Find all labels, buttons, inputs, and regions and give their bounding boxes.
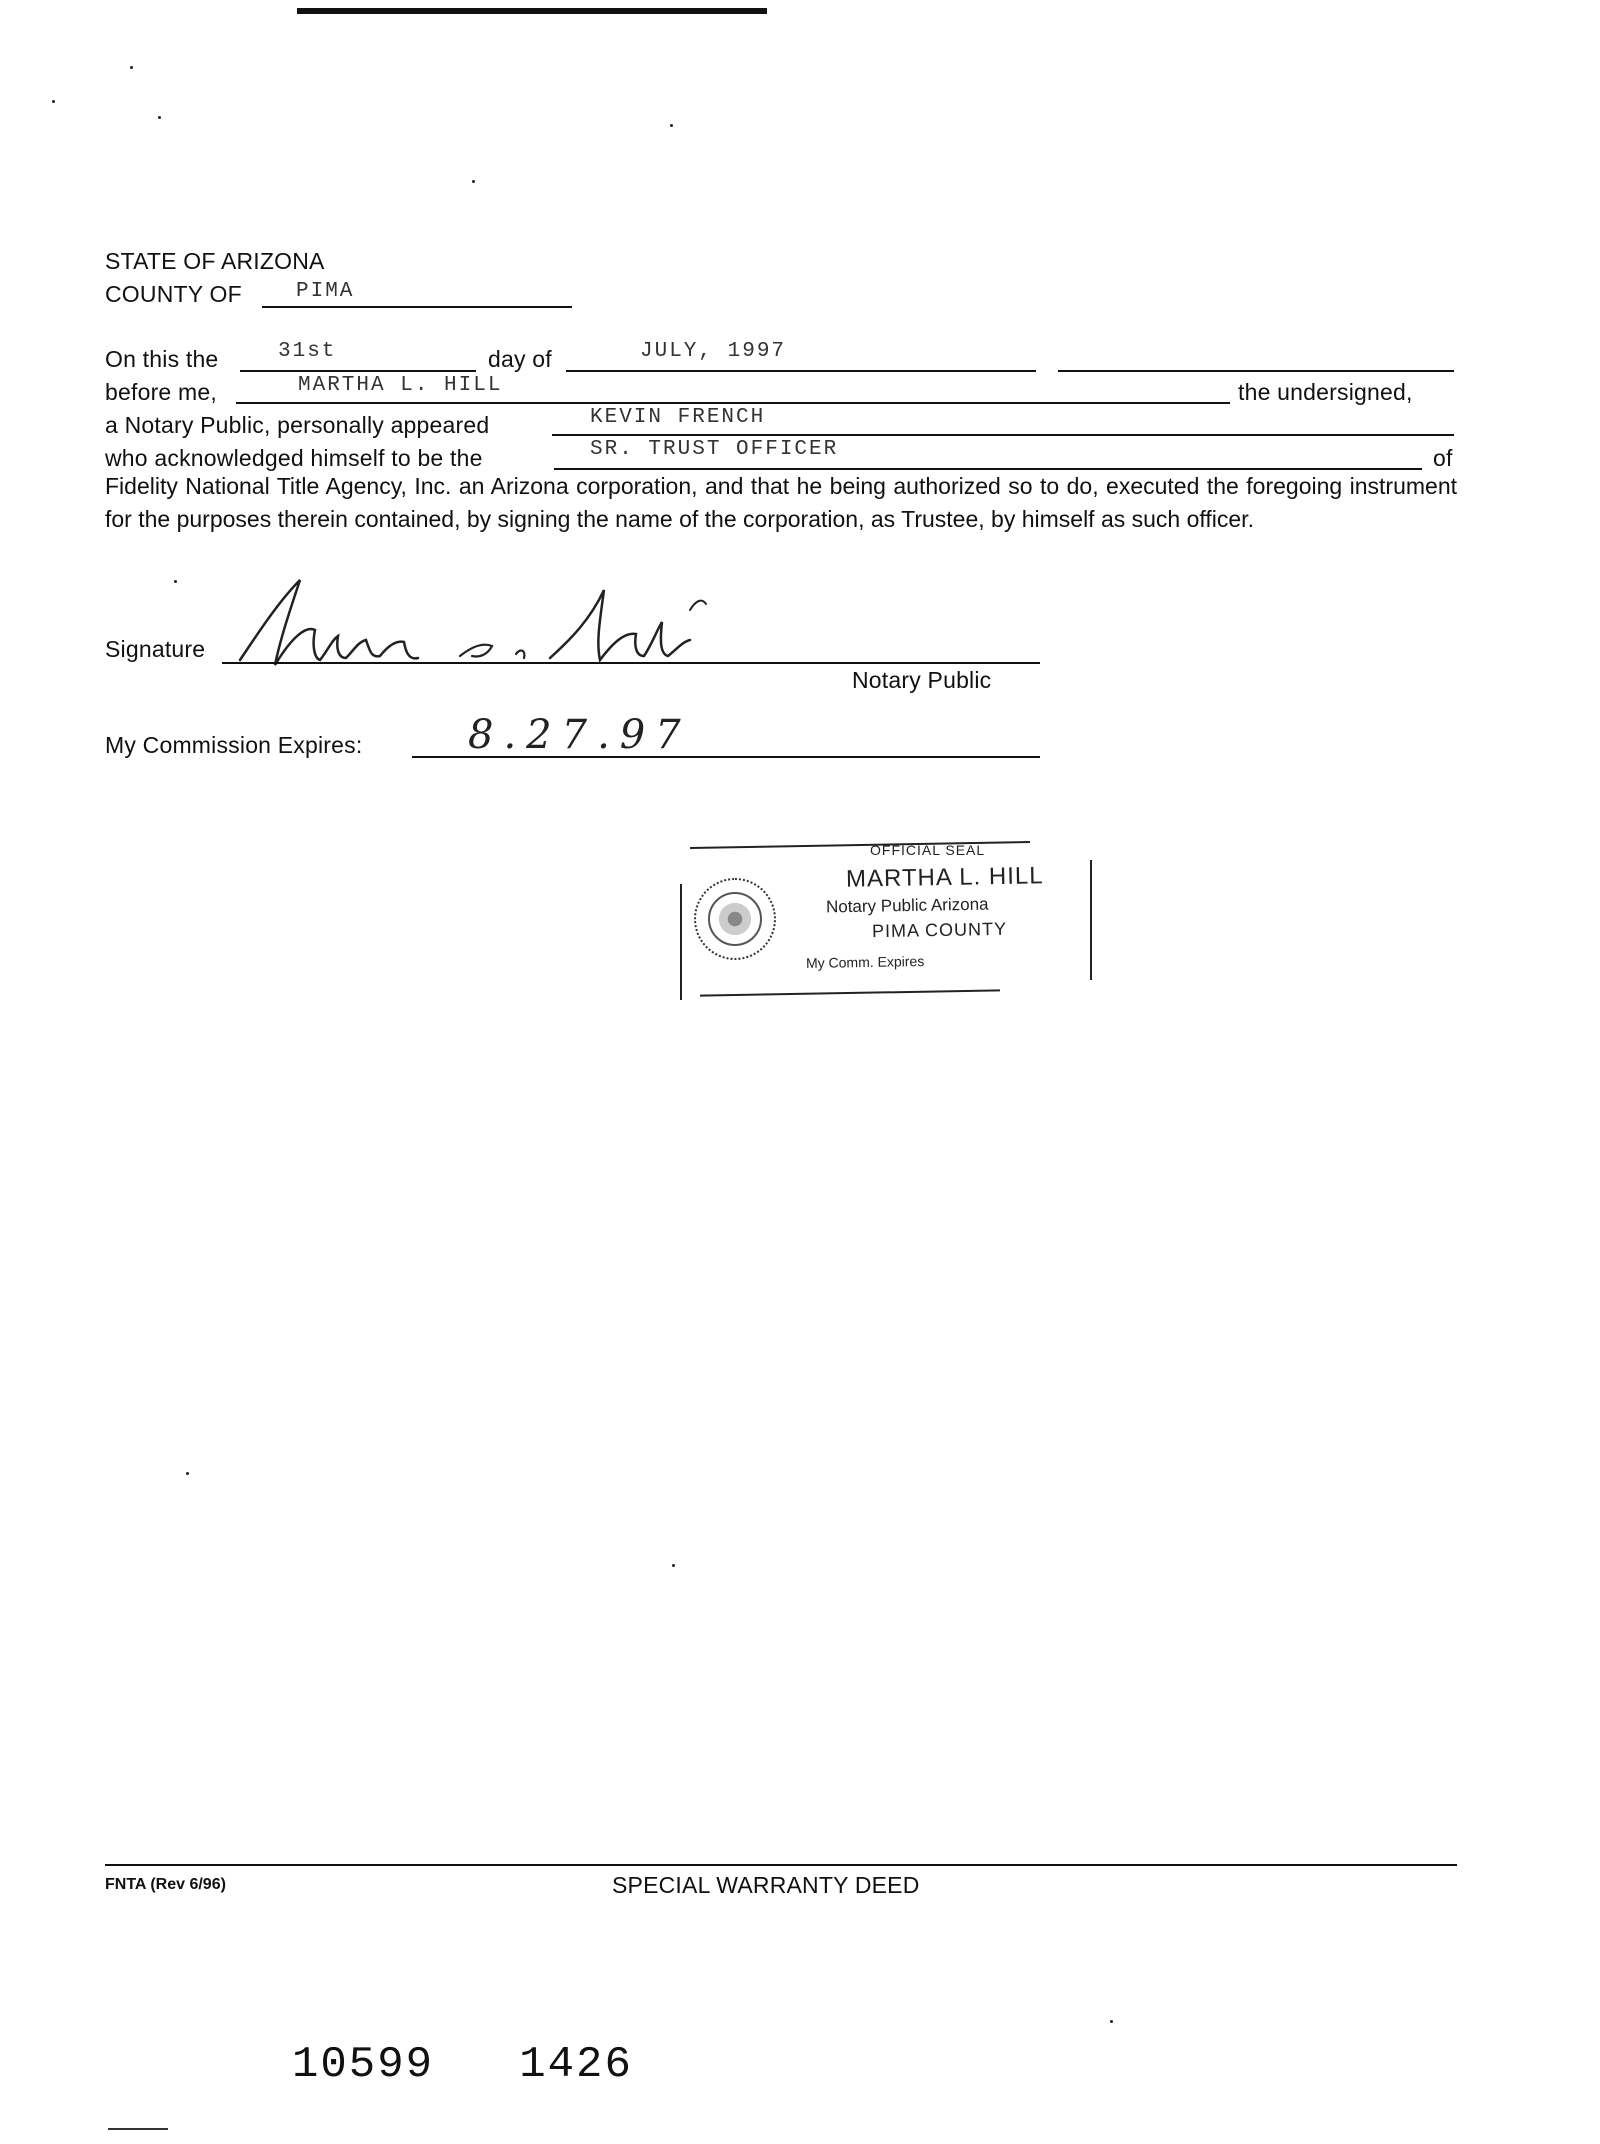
on-this-the-label: On this the bbox=[105, 346, 219, 372]
form-code: FNTA (Rev 6/96) bbox=[105, 1876, 226, 1893]
official-seal-stamp bbox=[676, 836, 1096, 1006]
stamp-right-rule bbox=[1090, 860, 1092, 980]
scan-speck bbox=[130, 66, 133, 69]
county-label: COUNTY OF bbox=[105, 281, 242, 307]
stamp-bottom-rule bbox=[700, 989, 1000, 996]
notary-name-value: MARTHA L. HILL bbox=[298, 374, 503, 397]
notary-name-line bbox=[236, 402, 1230, 404]
scan-speck bbox=[158, 116, 161, 119]
appeared-name-line bbox=[552, 434, 1454, 436]
month-year-value: JULY, 1997 bbox=[640, 340, 787, 363]
the-undersigned-label: the undersigned, bbox=[1238, 379, 1413, 405]
personally-appeared-label: a Notary Public, personally appeared bbox=[105, 412, 490, 438]
scan-speck bbox=[672, 1564, 675, 1567]
footer-rule bbox=[105, 1864, 1457, 1866]
document-title: SPECIAL WARRANTY DEED bbox=[612, 1872, 920, 1898]
month-year-line bbox=[566, 370, 1036, 372]
acknowledgment-body: Fidelity National Title Agency, Inc. an Arizona corporation, and that he being authorized so to do, executed the foregoing instrument for the purposes therein contained, by signing the name of the corporation, as Trustee, by himself as such officer. bbox=[105, 473, 1457, 532]
top-scan-bar bbox=[297, 8, 767, 14]
county-line bbox=[262, 306, 572, 308]
appeared-name-value: KEVIN FRENCH bbox=[590, 406, 766, 429]
seal-name: MARTHA L. HILL bbox=[845, 862, 1044, 893]
signer-role: Notary Public bbox=[852, 667, 992, 693]
seal-line-1: Notary Public Arizona bbox=[825, 894, 989, 917]
title-value: SR. TRUST OFFICER bbox=[590, 438, 839, 461]
scan-speck bbox=[472, 180, 475, 183]
scan-speck bbox=[186, 1472, 189, 1475]
seal-heading: OFFICIAL SEAL bbox=[870, 842, 986, 858]
of-label: of bbox=[1433, 445, 1453, 471]
day-value: 31st bbox=[278, 340, 337, 363]
state-seal-emblem bbox=[694, 878, 776, 960]
county-value: PIMA bbox=[296, 280, 355, 303]
day-of-label: day of bbox=[488, 346, 552, 372]
seal-line-3: My Comm. Expires bbox=[805, 952, 925, 972]
commission-value: 8.27.97 bbox=[468, 712, 691, 758]
acknowledged-himself-label: who acknowledged himself to be the bbox=[105, 445, 483, 471]
scan-speck bbox=[174, 580, 177, 583]
scan-speck bbox=[670, 124, 673, 127]
seal-inner-ring bbox=[708, 892, 762, 946]
scan-speck bbox=[1110, 2020, 1113, 2023]
state-heading: STATE OF ARIZONA bbox=[105, 248, 325, 274]
signature-label: Signature bbox=[105, 636, 206, 662]
signature-line bbox=[222, 662, 1040, 664]
before-me-label: before me, bbox=[105, 379, 217, 405]
stamp-left-rule bbox=[680, 884, 682, 1000]
day-line bbox=[240, 370, 476, 372]
commission-label: My Commission Expires: bbox=[105, 732, 363, 758]
record-number: 10599 1426 bbox=[292, 2040, 633, 2090]
trailing-line-1 bbox=[1058, 370, 1454, 372]
seal-line-2: PIMA COUNTY bbox=[871, 918, 1008, 942]
scan-speck bbox=[52, 100, 55, 103]
bottom-scan-mark bbox=[108, 2128, 168, 2130]
